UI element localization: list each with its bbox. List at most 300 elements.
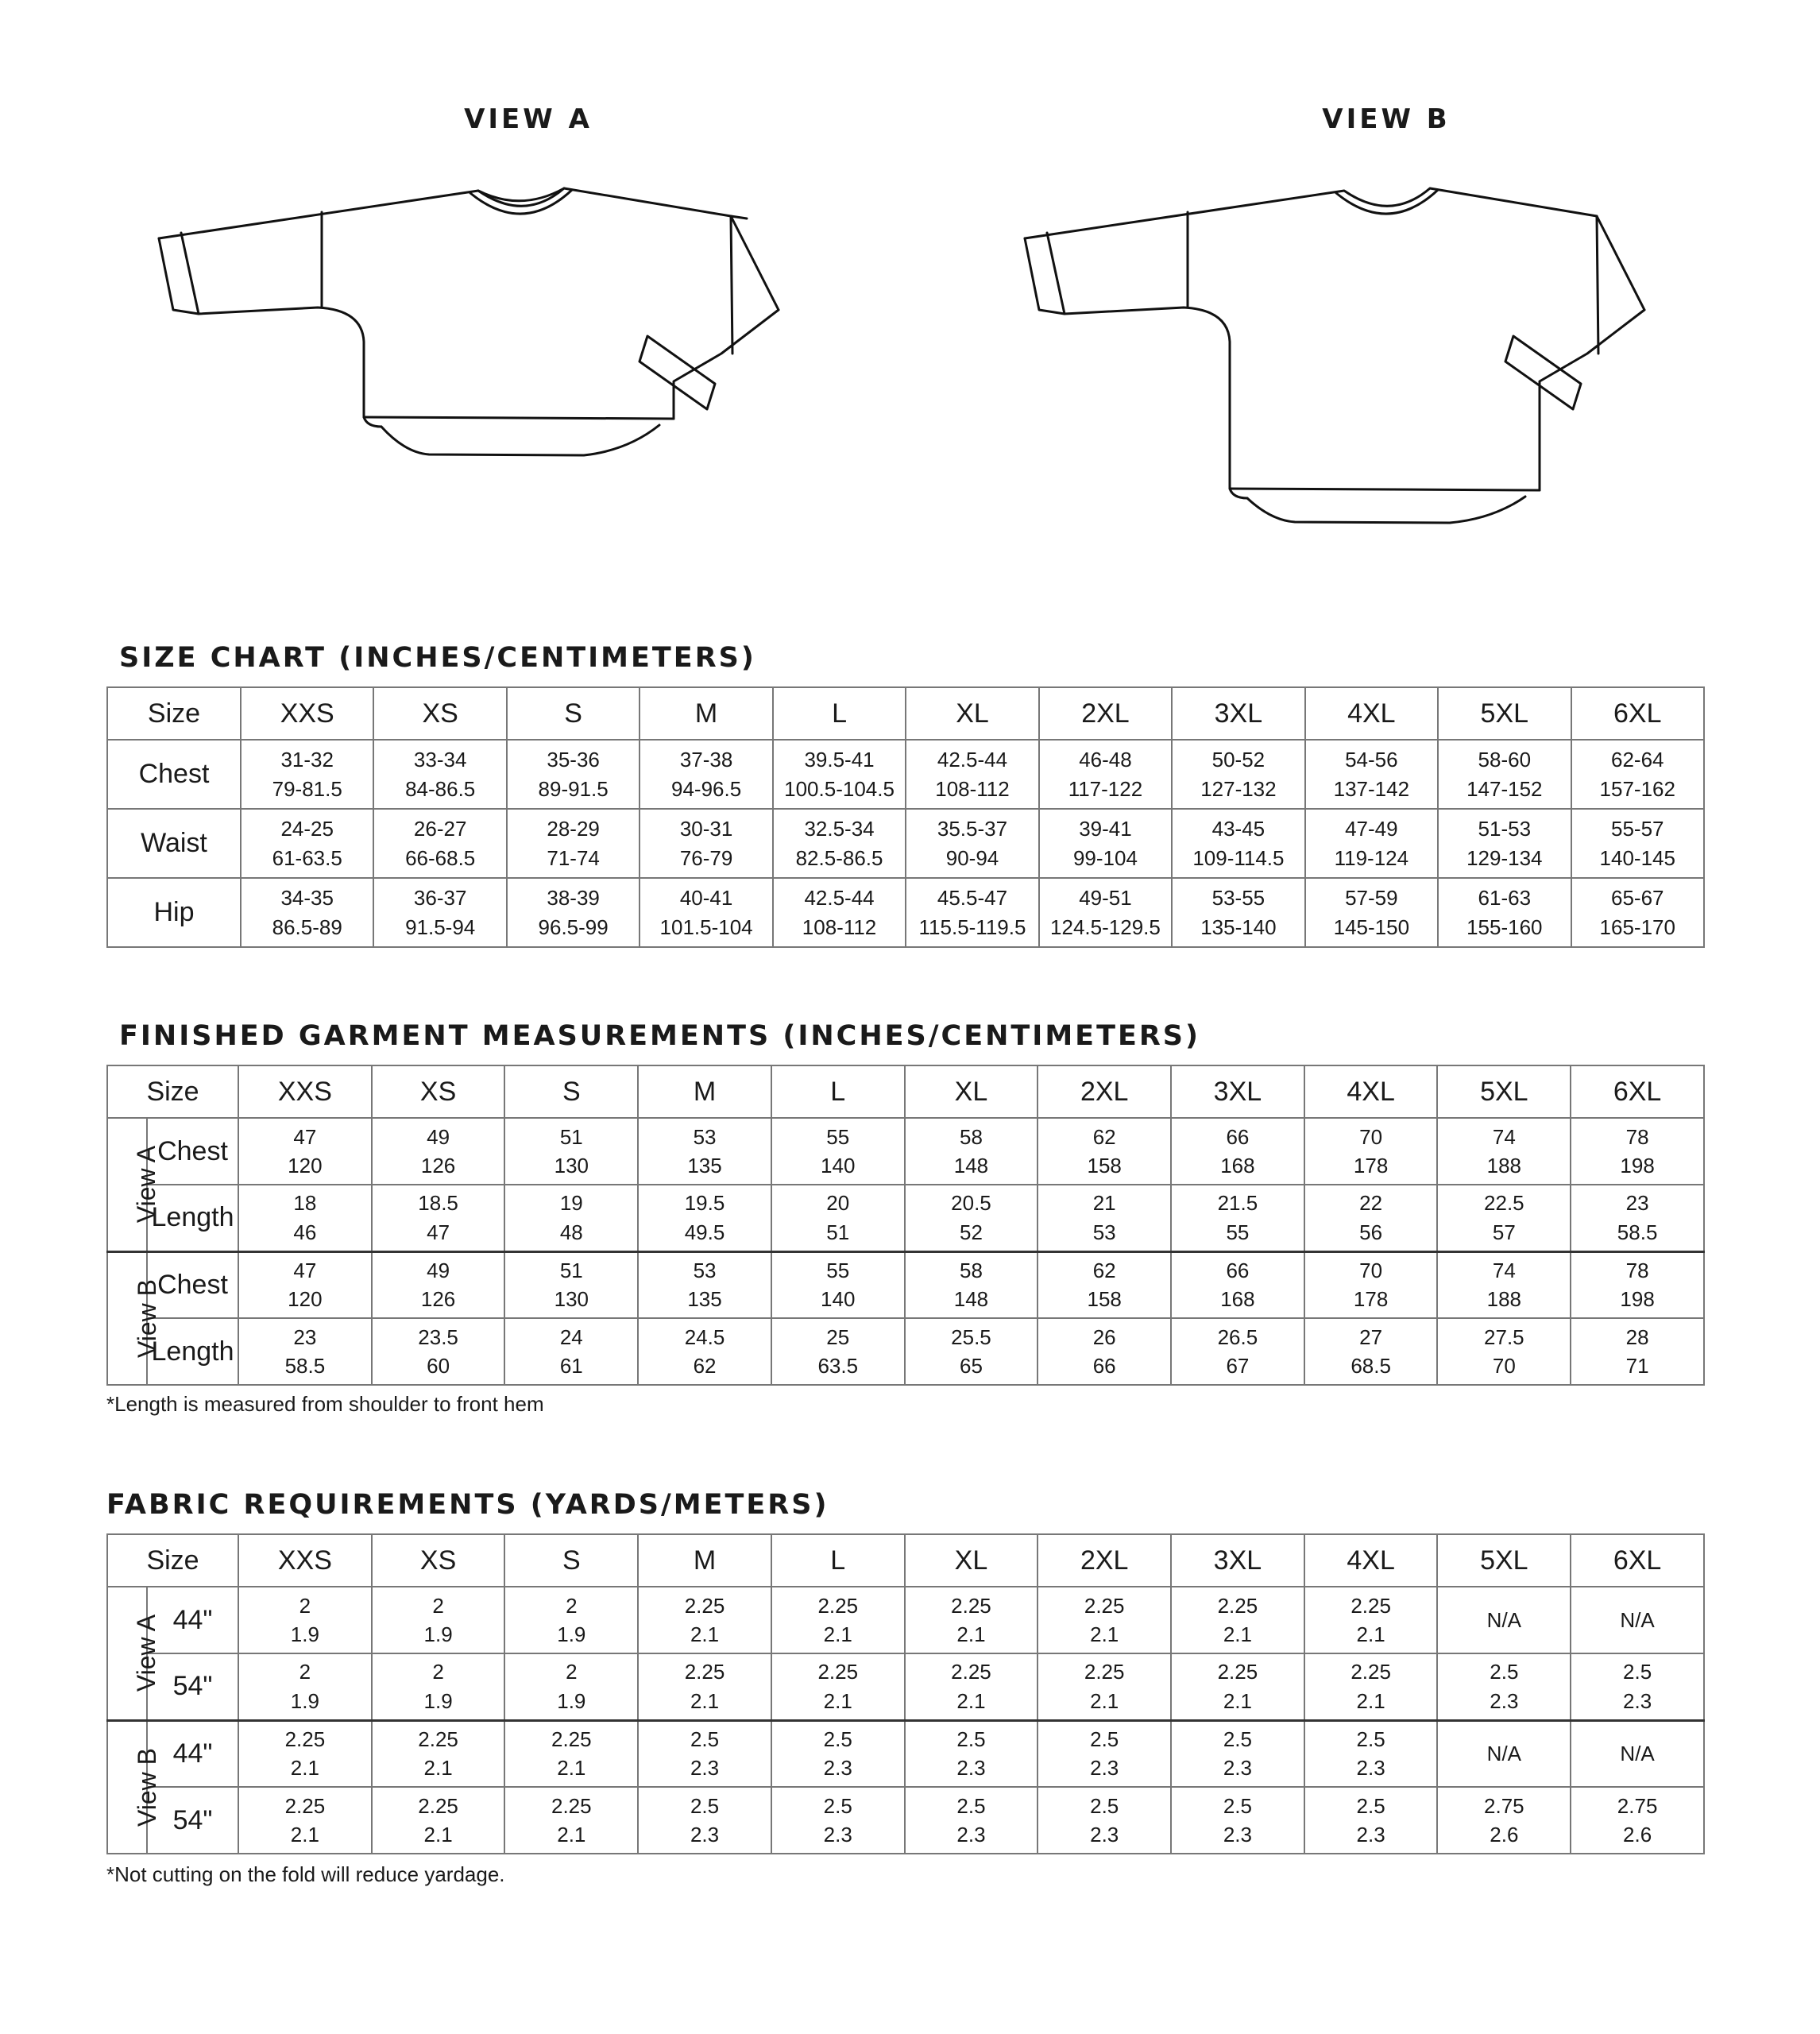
- cell-value-metric: 108-112: [935, 776, 1010, 801]
- cell-value-metric: 135: [687, 1287, 722, 1312]
- view-group-text: View A: [132, 1146, 161, 1224]
- measurement-cell: [1305, 740, 1438, 809]
- row-label: 54": [147, 1653, 238, 1720]
- view-group-text: View B: [133, 1747, 162, 1827]
- row-label: Length: [147, 1185, 238, 1251]
- measurement-cell: [1571, 1251, 1704, 1318]
- cell-value-metric: 2.1: [1223, 1688, 1252, 1713]
- cell-value-imperial: 2.5: [1490, 1660, 1519, 1684]
- fabric-requirements-table: [106, 1533, 1705, 1854]
- cell-value-metric: 2.3: [956, 1756, 986, 1781]
- cell-value-metric: 47: [427, 1220, 450, 1244]
- measurement-cell: [372, 1653, 505, 1720]
- cell-value-imperial: 58: [960, 1258, 983, 1282]
- cell-value-metric: 127-132: [1200, 776, 1277, 801]
- measurement-cell: [1038, 1251, 1171, 1318]
- cell-value-imperial: 36-37: [413, 886, 467, 911]
- cell-value-imperial: 26-27: [413, 817, 467, 841]
- measurement-cell: [504, 1653, 638, 1720]
- table-row: [107, 1251, 1704, 1318]
- view-group-label: [107, 1587, 161, 1720]
- measurement-cell: [1038, 1787, 1171, 1854]
- cell-value-imperial: 32.5-34: [804, 817, 875, 841]
- cell-value-imperial: 62-64: [1611, 748, 1664, 772]
- cell-value-imperial: 54-56: [1345, 748, 1398, 772]
- cell-value-imperial: 39-41: [1079, 817, 1132, 841]
- cell-value-metric: 2.3: [1623, 1688, 1652, 1713]
- cell-value-metric: 124.5-129.5: [1050, 915, 1161, 939]
- measurement-cell: [1437, 1251, 1571, 1318]
- cell-value-metric: 2.3: [956, 1823, 986, 1846]
- measurement-cell: [1304, 1787, 1438, 1854]
- measurement-cell: [373, 878, 506, 947]
- cell-value-metric: 63.5: [817, 1354, 859, 1378]
- cell-value-metric: 94-96.5: [670, 776, 742, 801]
- size-column-header: 5XL: [1437, 1534, 1571, 1587]
- measurement-cell: [1437, 1653, 1571, 1720]
- cell-value-imperial: 2.5: [956, 1793, 986, 1818]
- row-label: 44": [147, 1587, 238, 1653]
- table-row: [107, 878, 1704, 947]
- measurement-cell: [771, 1787, 905, 1854]
- cell-value-metric: 58.5: [1617, 1220, 1658, 1244]
- cell-value-metric: 2.3: [823, 1756, 852, 1781]
- row-label: 44": [147, 1720, 238, 1787]
- measurement-cell: [238, 1118, 372, 1185]
- measurement-cell: [504, 1251, 638, 1318]
- cell-value-imperial: 2.75: [1617, 1793, 1658, 1818]
- measurement-cell: [1304, 1318, 1438, 1385]
- measurement-cell: [905, 1720, 1038, 1787]
- measurement-cell: [1038, 1720, 1171, 1787]
- size-column-header: 6XL: [1571, 687, 1704, 740]
- cell-value-metric: 2.3: [1090, 1823, 1119, 1846]
- cell-value-imperial: 61-63: [1478, 886, 1532, 911]
- cell-value-imperial: 2.25: [1084, 1593, 1125, 1618]
- cell-value-metric: 61-63.5: [272, 845, 342, 870]
- cell-value-imperial: 21: [1092, 1191, 1116, 1216]
- cell-value-imperial: 28-29: [547, 817, 600, 841]
- measurement-cell: [771, 1118, 905, 1185]
- cell-value-metric: 56: [1359, 1220, 1383, 1244]
- cell-value-metric: 130: [554, 1287, 589, 1312]
- cell-value-metric: 89-91.5: [538, 776, 609, 801]
- cell-value-imperial: 2.5: [1356, 1727, 1385, 1751]
- cell-value-imperial: 19.5: [684, 1191, 725, 1216]
- fabric-footnote: *Not cutting on the fold will reduce yardage.: [106, 1862, 505, 1886]
- cell-value-imperial: 30-31: [679, 817, 733, 841]
- finished-header-row: [107, 1065, 1704, 1118]
- cell-value-imperial: 2.5: [1090, 1727, 1119, 1751]
- cell-value-imperial: 2: [432, 1593, 444, 1618]
- measurement-cell: [372, 1251, 505, 1318]
- cell-value-imperial: 40-41: [679, 886, 733, 911]
- cell-value-imperial: 78: [1625, 1124, 1649, 1149]
- cell-value-metric: 119-124: [1334, 845, 1409, 870]
- size-column-header: S: [504, 1065, 638, 1118]
- cell-value-imperial: 49-51: [1079, 886, 1132, 911]
- size-column-header: M: [638, 1534, 771, 1587]
- cell-value-metric: 68.5: [1351, 1354, 1391, 1378]
- measurement-cell: [1571, 1587, 1704, 1653]
- size-column-header: XS: [373, 687, 506, 740]
- cell-value-imperial: 33-34: [413, 748, 467, 772]
- cell-value-metric: 2.1: [423, 1756, 453, 1781]
- measurement-cell: [1438, 878, 1571, 947]
- view-b-sweater-illustration: [1009, 179, 1660, 528]
- size-column-header: S: [504, 1534, 638, 1587]
- measurement-cell: [504, 1587, 638, 1653]
- cell-value-metric: 2.1: [823, 1622, 852, 1646]
- table-row: [107, 1787, 1704, 1854]
- cell-value-metric: 135-140: [1200, 915, 1277, 939]
- size-column-header: 2XL: [1038, 1534, 1171, 1587]
- measurement-cell: [906, 809, 1038, 878]
- cell-value-imperial: 51: [559, 1124, 583, 1149]
- cell-value-imperial: 2.25: [684, 1593, 725, 1618]
- cell-value-metric: 67: [1226, 1354, 1250, 1378]
- cell-value-metric: 1.9: [423, 1622, 453, 1646]
- cell-value-metric: 2.3: [1490, 1688, 1519, 1713]
- measurement-cell: [771, 1653, 905, 1720]
- measurement-cell: [241, 809, 373, 878]
- finished-footnote: *Length is measured from shoulder to front hem: [106, 1392, 544, 1416]
- measurement-cell: [638, 1653, 771, 1720]
- cell-value-metric: 158: [1087, 1154, 1122, 1177]
- cell-value-imperial: 2.25: [684, 1660, 725, 1684]
- cell-value-imperial: 58: [960, 1124, 983, 1149]
- cell-value-imperial: 28: [1625, 1324, 1649, 1349]
- cell-value-metric: 57: [1492, 1220, 1516, 1244]
- measurement-cell: [1305, 809, 1438, 878]
- measurement-cell: [241, 878, 373, 947]
- cell-value-imperial: 37-38: [679, 748, 733, 772]
- measurement-cell: [1437, 1185, 1571, 1251]
- measurement-cell: [1038, 1653, 1171, 1720]
- measurement-cell: [771, 1720, 905, 1787]
- cell-value-metric: 90-94: [945, 845, 999, 870]
- cell-value-metric: 2.1: [1356, 1622, 1385, 1646]
- cell-value-metric: 1.9: [557, 1688, 586, 1713]
- cell-value-imperial: 2: [566, 1593, 578, 1618]
- measurement-cell: [238, 1587, 372, 1653]
- cell-value-imperial: 35-36: [547, 748, 600, 772]
- cell-value-metric: 178: [1353, 1154, 1389, 1177]
- size-column-header: 3XL: [1171, 1065, 1304, 1118]
- measurement-cell: [238, 1787, 372, 1854]
- measurement-cell: [1571, 878, 1704, 947]
- cell-value-metric: 135: [687, 1154, 722, 1177]
- cell-value-metric: 198: [1620, 1154, 1655, 1177]
- cell-value-imperial: 62: [1092, 1124, 1116, 1149]
- cell-value-metric: 168: [1220, 1154, 1255, 1177]
- cell-value-imperial: 66: [1226, 1258, 1250, 1282]
- measurement-cell: [1571, 1720, 1704, 1787]
- measurement-cell: [638, 1318, 771, 1385]
- measurement-cell: [773, 809, 906, 878]
- cell-value-metric: 2.1: [690, 1622, 720, 1646]
- cell-value-imperial: 74: [1492, 1124, 1516, 1149]
- measurement-cell: [1571, 740, 1704, 809]
- measurement-cell: [638, 1185, 771, 1251]
- measurement-cell: [1171, 1653, 1304, 1720]
- cell-value-metric: 140: [821, 1287, 856, 1312]
- cell-value-metric: 2.3: [690, 1756, 720, 1781]
- finished-garment-table: [106, 1065, 1705, 1386]
- measurement-cell: [504, 1118, 638, 1185]
- row-label: Length: [147, 1318, 238, 1385]
- cell-value: N/A: [1620, 1742, 1655, 1766]
- measurement-cell: [1571, 809, 1704, 878]
- size-column-header: XXS: [238, 1534, 372, 1587]
- cell-value-imperial: 24.5: [684, 1324, 725, 1349]
- size-header-cell: Size: [107, 687, 241, 740]
- cell-value-imperial: 43-45: [1211, 817, 1265, 841]
- row-label: Waist: [107, 809, 241, 878]
- cell-value-imperial: 50-52: [1211, 748, 1265, 772]
- cell-value-imperial: 42.5-44: [804, 886, 875, 911]
- measurement-cell: [504, 1720, 638, 1787]
- cell-value-imperial: 2.25: [551, 1727, 592, 1751]
- size-column-header: 3XL: [1171, 1534, 1304, 1587]
- measurement-cell: [1039, 809, 1172, 878]
- cell-value-metric: 2.3: [690, 1823, 720, 1846]
- size-column-header: L: [771, 1534, 905, 1587]
- measurement-cell: [771, 1318, 905, 1385]
- measurement-cell: [1571, 1118, 1704, 1185]
- measurement-cell: [1171, 1587, 1304, 1653]
- cell-value-metric: 2.1: [290, 1756, 319, 1781]
- cell-value-metric: 60: [427, 1354, 450, 1378]
- cell-value-metric: 49.5: [684, 1220, 725, 1244]
- measurement-cell: [771, 1251, 905, 1318]
- size-column-header: M: [640, 687, 772, 740]
- cell-value-metric: 2.3: [1356, 1823, 1385, 1846]
- measurement-cell: [905, 1118, 1038, 1185]
- cell-value-imperial: 2.25: [1217, 1660, 1258, 1684]
- measurement-cell: [905, 1787, 1038, 1854]
- cell-value-imperial: 2.25: [418, 1793, 458, 1818]
- measurement-cell: [1305, 878, 1438, 947]
- measurement-cell: [1437, 1318, 1571, 1385]
- cell-value-imperial: 2.25: [951, 1660, 991, 1684]
- measurement-cell: [373, 809, 506, 878]
- cell-value-metric: 61: [559, 1354, 583, 1378]
- cell-value-imperial: 74: [1492, 1258, 1516, 1282]
- measurement-cell: [1038, 1185, 1171, 1251]
- cell-value-metric: 178: [1353, 1287, 1389, 1312]
- cell-value-imperial: 2.25: [284, 1793, 326, 1818]
- cell-value-imperial: 25.5: [951, 1324, 991, 1349]
- size-column-header: 3XL: [1172, 687, 1304, 740]
- cell-value-metric: 70: [1492, 1354, 1516, 1378]
- measurement-cell: [507, 809, 640, 878]
- row-label: Chest: [147, 1251, 238, 1318]
- cell-value-imperial: 70: [1359, 1258, 1383, 1282]
- cell-value-imperial: 2.5: [1223, 1727, 1252, 1751]
- cell-value-metric: 117-122: [1068, 776, 1143, 801]
- cell-value-imperial: 24: [559, 1324, 583, 1349]
- cell-value-imperial: 34-35: [280, 886, 334, 911]
- size-column-header: XXS: [241, 687, 373, 740]
- cell-value-imperial: 2.5: [1090, 1793, 1119, 1818]
- measurement-cell: [905, 1318, 1038, 1385]
- size-column-header: 5XL: [1437, 1065, 1571, 1118]
- measurement-cell: [1038, 1118, 1171, 1185]
- measurement-cell: [238, 1251, 372, 1318]
- measurement-cell: [1437, 1787, 1571, 1854]
- cell-value-imperial: 39.5-41: [804, 748, 875, 772]
- cell-value-metric: 48: [559, 1220, 583, 1244]
- fabric-header-row: [107, 1534, 1704, 1587]
- cell-value-imperial: 58-60: [1478, 748, 1532, 772]
- row-label: 54": [147, 1787, 238, 1854]
- cell-value-imperial: 27: [1359, 1324, 1383, 1349]
- measurement-cell: [1304, 1587, 1438, 1653]
- cell-value-imperial: 2.5: [1623, 1660, 1652, 1684]
- cell-value-metric: 2.1: [690, 1688, 720, 1713]
- size-column-header: 4XL: [1304, 1065, 1438, 1118]
- measurement-cell: [1039, 740, 1172, 809]
- size-column-header: L: [773, 687, 906, 740]
- cell-value-metric: 1.9: [423, 1688, 453, 1713]
- cell-value-metric: 2.3: [1356, 1756, 1385, 1781]
- cell-value-metric: 165-170: [1599, 915, 1675, 939]
- cell-value-metric: 2.1: [1090, 1688, 1119, 1713]
- size-column-header: XL: [905, 1065, 1038, 1118]
- cell-value-imperial: 65-67: [1611, 886, 1664, 911]
- cell-value-metric: 2.3: [1090, 1756, 1119, 1781]
- measurement-cell: [1304, 1251, 1438, 1318]
- row-label: Hip: [107, 878, 241, 947]
- cell-value-imperial: 55: [826, 1258, 850, 1282]
- measurement-cell: [906, 878, 1038, 947]
- table-row: [107, 1653, 1704, 1720]
- measurement-cell: [1171, 1251, 1304, 1318]
- cell-value-metric: 157-162: [1599, 776, 1675, 801]
- cell-value-metric: 2.1: [956, 1688, 986, 1713]
- cell-value-metric: 53: [1092, 1220, 1116, 1244]
- finished-garment-title: FINISHED GARMENT MEASUREMENTS (INCHES/CENTIMETERS): [119, 1020, 1201, 1052]
- cell-value-imperial: 2.25: [1217, 1593, 1258, 1618]
- measurement-cell: [905, 1653, 1038, 1720]
- size-column-header: 6XL: [1571, 1534, 1704, 1587]
- measurement-cell: [1438, 809, 1571, 878]
- cell-value-imperial: 2.5: [690, 1727, 720, 1751]
- cell-value-metric: 109-114.5: [1192, 845, 1285, 870]
- cell-value-metric: 129-134: [1466, 845, 1543, 870]
- cell-value-imperial: 53: [693, 1124, 717, 1149]
- cell-value-metric: 130: [554, 1154, 589, 1177]
- cell-value-imperial: 46-48: [1079, 748, 1132, 772]
- cell-value-imperial: 2.25: [817, 1593, 859, 1618]
- size-column-header: 5XL: [1438, 687, 1571, 740]
- cell-value-imperial: 26.5: [1217, 1324, 1258, 1349]
- measurement-cell: [1171, 1720, 1304, 1787]
- measurement-cell: [372, 1185, 505, 1251]
- cell-value-metric: 1.9: [290, 1688, 319, 1713]
- cell-value-imperial: 2: [299, 1660, 311, 1684]
- cell-value: N/A: [1486, 1607, 1522, 1632]
- table-row: [107, 1720, 1704, 1787]
- measurement-cell: [507, 740, 640, 809]
- cell-value-imperial: 53: [693, 1258, 717, 1282]
- measurement-cell: [1171, 1118, 1304, 1185]
- cell-value-imperial: 2.5: [823, 1727, 852, 1751]
- size-chart-table: [106, 686, 1705, 948]
- cell-value-metric: 71-74: [547, 845, 600, 870]
- cell-value-imperial: 2.25: [951, 1593, 991, 1618]
- cell-value-metric: 148: [953, 1287, 989, 1312]
- measurement-cell: [238, 1720, 372, 1787]
- measurement-cell: [372, 1587, 505, 1653]
- cell-value-imperial: 2.25: [817, 1660, 859, 1684]
- view-group-label: [107, 1720, 162, 1854]
- view-group-text: View A: [132, 1614, 161, 1692]
- cell-value-metric: 198: [1620, 1287, 1655, 1312]
- cell-value-imperial: 35.5-37: [937, 817, 1008, 841]
- cell-value-imperial: 22.5: [1484, 1191, 1524, 1216]
- table-row: [107, 740, 1704, 809]
- cell-value-imperial: 47-49: [1345, 817, 1398, 841]
- measurement-cell: [1172, 740, 1304, 809]
- measurement-cell: [238, 1318, 372, 1385]
- cell-value-metric: 2.1: [1223, 1622, 1252, 1646]
- measurement-cell: [1304, 1653, 1438, 1720]
- size-column-header: 6XL: [1571, 1065, 1704, 1118]
- cell-value-metric: 86.5-89: [272, 915, 342, 939]
- cell-value-imperial: 53-55: [1211, 886, 1265, 911]
- cell-value-metric: 2.1: [956, 1622, 986, 1646]
- measurement-cell: [1437, 1587, 1571, 1653]
- cell-value: N/A: [1620, 1607, 1655, 1632]
- size-column-header: 2XL: [1038, 1065, 1171, 1118]
- row-label: Chest: [147, 1118, 238, 1185]
- measurement-cell: [238, 1185, 372, 1251]
- measurement-cell: [372, 1787, 505, 1854]
- cell-value-imperial: 2.5: [1223, 1793, 1252, 1818]
- measurement-cell: [1571, 1653, 1704, 1720]
- cell-value-metric: 2.3: [823, 1823, 852, 1846]
- measurement-cell: [1571, 1787, 1704, 1854]
- measurement-cell: [504, 1185, 638, 1251]
- cell-value-metric: 188: [1486, 1287, 1522, 1312]
- cell-value-metric: 137-142: [1333, 776, 1410, 801]
- view-a-title: VIEW A: [464, 103, 593, 135]
- view-group-label: [107, 1251, 162, 1385]
- cell-value-metric: 52: [960, 1220, 983, 1244]
- cell-value-metric: 66: [1092, 1354, 1116, 1378]
- measurement-cell: [771, 1587, 905, 1653]
- cell-value-metric: 2.6: [1490, 1823, 1519, 1846]
- measurement-cell: [1172, 809, 1304, 878]
- cell-value-imperial: 2.25: [1351, 1593, 1391, 1618]
- measurement-cell: [1304, 1720, 1438, 1787]
- cell-value-metric: 100.5-104.5: [784, 776, 895, 801]
- measurement-cell: [638, 1787, 771, 1854]
- measurement-cell: [241, 740, 373, 809]
- cell-value-metric: 2.6: [1623, 1823, 1652, 1846]
- cell-value-imperial: 49: [427, 1258, 450, 1282]
- cell-value-imperial: 55: [826, 1124, 850, 1149]
- cell-value-metric: 46: [293, 1220, 317, 1244]
- cell-value-imperial: 57-59: [1345, 886, 1398, 911]
- finished-size-header-cell: Size: [107, 1065, 238, 1118]
- cell-value-metric: 2.3: [1223, 1823, 1252, 1846]
- cell-value-imperial: 78: [1625, 1258, 1649, 1282]
- view-group-label: [107, 1118, 161, 1251]
- cell-value-imperial: 2.25: [418, 1727, 458, 1751]
